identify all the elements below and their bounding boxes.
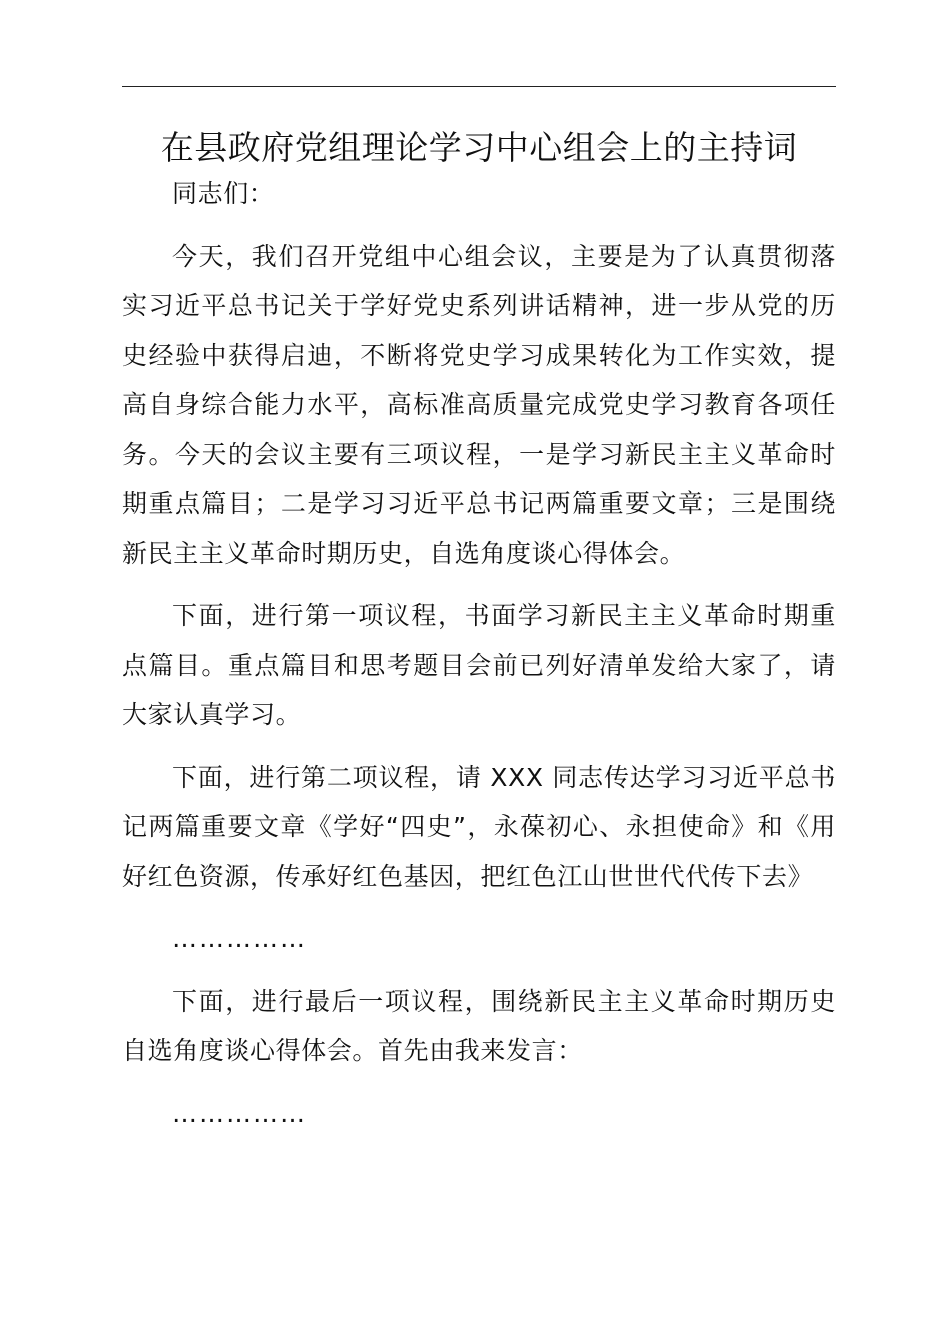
document-body — [122, 169, 836, 1138]
paragraph-opening: 今天，我们召开党组中心组会议，主要是为了认真贯彻落实习近平总书记关于学好党史系列讲话精神，进一步从党的历史经验中获得启迪，不断将党史学习成果转化为工作实效，提高自身综合能力水平，高标准高质量完成党史学习教育各项任务。今天的会议主要有三项议程，一是学习新民主主义革命时期重点篇目；二是学习习近平总书记两篇重要文章；三是围绕新民主主义革命时期历史，自选角度谈心得体会。 — [122, 241, 836, 568]
paragraph-agenda-two: 下面，进行第二项议程，请 XXX 同志传达学习习近平总书记两篇重要文章《学好“四史”，永葆初心、永担使命》和《用好红色资源，传承好红色基因，把红色江山世世代代传下去》 — [122, 762, 836, 891]
document-title: 在县政府党组理论学习中心组会上的主持词 — [160, 128, 798, 167]
ellipsis-two: …………… — [172, 1098, 307, 1128]
paragraph-agenda-three: 下面，进行最后一项议程，围绕新民主主义革命时期历史自选角度谈心得体会。首先由我来发言： — [122, 986, 836, 1065]
header-rule — [122, 86, 836, 87]
salutation: 同志们： — [172, 179, 275, 208]
paragraph-agenda-one: 下面，进行第一项议程，书面学习新民主主义革命时期重点篇目。重点篇目和思考题目会前已列好清单发给大家了，请大家认真学习。 — [122, 601, 836, 729]
ellipsis-one: …………… — [172, 924, 307, 953]
